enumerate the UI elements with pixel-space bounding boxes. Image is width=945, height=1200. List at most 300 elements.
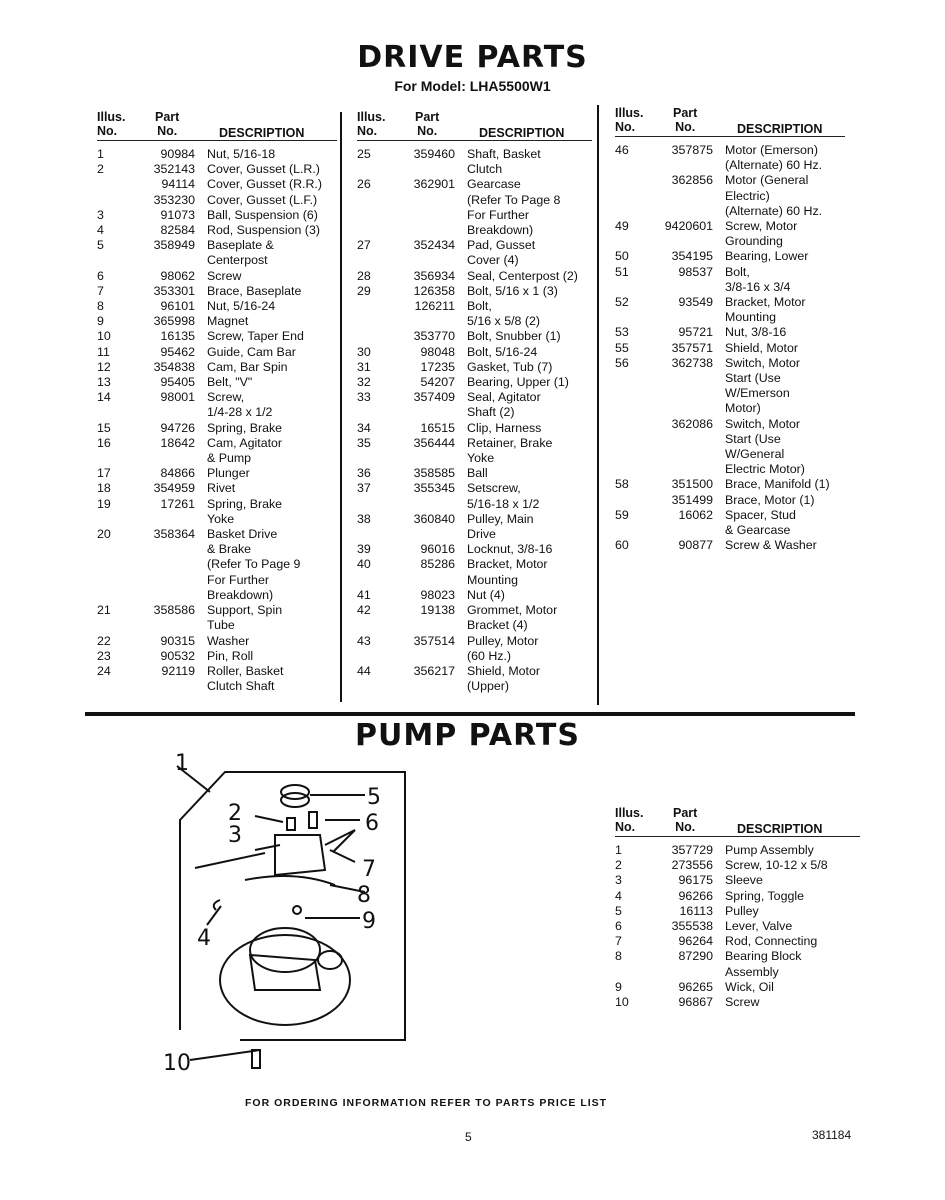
table-row [97, 421, 337, 436]
table-row [615, 295, 845, 325]
part-description: Bolt, Snubber (1) [467, 329, 561, 344]
part-description: Seal, Agitator Shaft (2) [467, 390, 541, 420]
illus-header-1: Illus. [97, 110, 126, 124]
table-row [615, 508, 845, 538]
pump-diagram [155, 750, 425, 1080]
part-number: 353770 [413, 329, 455, 344]
illus-number: 18 [97, 481, 111, 496]
part-description: Lever, Valve [725, 919, 793, 934]
illus-header-1: Illus. [615, 106, 644, 120]
illus-number: 19 [97, 496, 111, 511]
table-row [615, 919, 860, 934]
table-row [615, 995, 860, 1010]
part-description: Shield, Motor [725, 340, 799, 355]
illus-number: 6 [615, 919, 622, 934]
illus-number: 53 [615, 325, 629, 340]
illus-number: 26 [357, 177, 371, 192]
illus-number: 56 [615, 355, 629, 370]
part-description: Ball [467, 466, 488, 481]
illus-number: 31 [357, 359, 371, 374]
table-row [357, 557, 592, 587]
part-number: 94726 [160, 420, 195, 435]
illus-number: 5 [615, 903, 622, 918]
part-number: 357514 [413, 633, 455, 648]
part-description: Roller, Basket Clutch Shaft [207, 663, 284, 694]
part-description: Switch, Motor Start (Use W/General Electric Motor) [725, 416, 805, 477]
table-row [357, 603, 592, 633]
table-row [615, 980, 860, 995]
table-row [615, 341, 845, 356]
part-description: Seal, Centerpost (2) [467, 268, 578, 283]
table-row [357, 360, 592, 375]
illus-number: 7 [97, 283, 104, 298]
table-row [615, 356, 845, 417]
part-description: Pin, Roll [207, 648, 254, 663]
part-description: Brace, Baseplate [207, 283, 302, 298]
part-number: 353301 [153, 283, 195, 298]
part-number: 358364 [153, 527, 195, 542]
part-number: 362901 [413, 177, 455, 192]
table-row [615, 249, 845, 264]
table-row [615, 858, 860, 873]
page-number: 5 [465, 1130, 472, 1144]
part-number: 95721 [678, 325, 713, 340]
part-description: Rivet [207, 481, 236, 496]
part-description: Rod, Suspension (3) [207, 223, 320, 238]
table-row [615, 325, 845, 340]
part-description: Nut (4) [467, 587, 505, 602]
part-description: Retainer, Brake Yoke [467, 435, 553, 466]
illus-number: 39 [357, 542, 371, 557]
illus-header-2: No. [615, 820, 636, 834]
part-description: Spring, Toggle [725, 888, 804, 903]
part-number: 16135 [160, 329, 195, 344]
part-number: 356444 [413, 435, 455, 450]
part-number: 126211 [414, 299, 455, 314]
part-number: 91073 [160, 207, 195, 222]
table-row [97, 314, 337, 329]
part-number: 54207 [420, 375, 455, 390]
part-description: Screw, Taper End [207, 329, 304, 344]
part-description: Bolt, 3/8-16 x 3/4 [725, 264, 791, 294]
part-number: 17261 [160, 496, 195, 511]
part-description: Screw [725, 995, 760, 1010]
part-description: Shaft, Basket Clutch [467, 147, 541, 177]
illus-number [615, 417, 655, 478]
illus-number: 10 [615, 995, 629, 1010]
illus-number [615, 173, 655, 219]
part-number: 362856 [671, 173, 713, 188]
part-description: Brace, Manifold (1) [725, 477, 830, 492]
part-number: 96101 [160, 299, 195, 314]
illus-number: 36 [357, 466, 371, 481]
part-number: 357875 [671, 143, 713, 157]
part-description: Setscrew, 5/16-18 x 1/2 [467, 481, 540, 511]
part-number: 85286 [420, 557, 455, 572]
table-header [615, 806, 860, 837]
table-row [357, 588, 592, 603]
table-row [357, 375, 592, 390]
part-number: 96266 [678, 888, 713, 903]
illus-header-2: No. [97, 124, 118, 138]
part-number: 96867 [678, 995, 713, 1010]
part-description: Bolt, 5/16 x 5/8 (2) [467, 299, 541, 329]
illus-number: 33 [357, 390, 371, 405]
part-number: 98023 [420, 587, 455, 602]
part-header-2: No. [417, 124, 438, 138]
table-row [357, 329, 592, 344]
part-description: Cam, Bar Spin [207, 359, 288, 374]
part-description: Bolt, 5/16 x 1 (3) [467, 283, 558, 298]
illus-number: 8 [615, 949, 622, 964]
part-header [155, 110, 179, 138]
part-description: Shield, Motor (Upper) [467, 663, 541, 694]
diagram-label-8: 8 [357, 883, 371, 908]
illus-number: 51 [615, 264, 629, 279]
part-description: Bearing Block Assembly [725, 949, 802, 979]
illus-number: 6 [97, 268, 104, 283]
table-row [97, 223, 337, 238]
part-description: Belt, "V" [207, 375, 253, 390]
column-divider [340, 112, 342, 702]
ordering-note: FOR ORDERING INFORMATION REFER TO PARTS PRICE LIST [245, 1097, 608, 1109]
part-number: 355538 [671, 919, 713, 934]
diagram-label-3: 3 [228, 823, 242, 848]
table-row [615, 219, 845, 249]
table-row [97, 329, 337, 344]
table-row [357, 345, 592, 360]
table-row [615, 904, 860, 919]
part-description: Spacer, Stud & Gearcase [725, 507, 796, 538]
table-row [357, 466, 592, 481]
part-number: 87290 [678, 949, 713, 964]
illus-number [615, 493, 655, 508]
illus-number: 9 [97, 314, 104, 329]
diagram-label-5: 5 [367, 785, 381, 810]
table-row [615, 949, 860, 979]
part-number: 354195 [671, 249, 713, 264]
illus-number: 58 [615, 477, 629, 492]
part-description: Cam, Agitator & Pump [207, 435, 283, 466]
illus-number: 12 [97, 359, 111, 374]
table-row [97, 299, 337, 314]
table-row [97, 634, 337, 649]
part-number: 351500 [671, 477, 713, 492]
illus-header-1: Illus. [357, 110, 386, 124]
part-description: Support, Spin Tube [207, 603, 283, 633]
part-description: Bracket, Motor Mounting [467, 557, 548, 587]
part-description: Screw, 1/4-28 x 1/2 [207, 390, 273, 420]
illus-number [357, 329, 397, 344]
table-row [357, 481, 592, 511]
part-number: 273556 [671, 858, 713, 873]
part-description: Bearing, Upper (1) [467, 375, 569, 390]
illus-number: 60 [615, 538, 629, 553]
illus-number: 59 [615, 507, 629, 522]
table-row [97, 375, 337, 390]
part-description: Sleeve [725, 873, 763, 888]
diagram-label-1: 1 [175, 751, 189, 776]
part-number: 96175 [678, 873, 713, 888]
table-row [357, 542, 592, 557]
part-number: 16515 [420, 420, 455, 435]
table-row [357, 238, 592, 268]
part-description: Wick, Oil [725, 979, 774, 994]
diagram-label-7: 7 [362, 857, 376, 882]
part-header-1: Part [155, 110, 180, 124]
part-description: Cover, Gusset (L.R.) [207, 162, 320, 177]
table-row [97, 269, 337, 284]
section-divider [85, 712, 855, 716]
illus-number: 20 [97, 527, 111, 542]
part-header-1: Part [673, 806, 698, 820]
diagram-label-2: 2 [228, 801, 242, 826]
drive-parts-title: DRIVE PARTS [357, 40, 588, 75]
table-row [615, 843, 860, 858]
part-number: 352143 [153, 162, 195, 177]
part-number: 355345 [413, 481, 455, 496]
illus-header [615, 106, 643, 134]
illus-header-1: Illus. [615, 806, 644, 820]
part-description: Locknut, 3/8-16 [467, 542, 553, 557]
illus-number: 27 [357, 238, 371, 253]
illus-number: 3 [97, 207, 104, 222]
column-divider [597, 105, 599, 705]
part-number: 17235 [420, 359, 455, 374]
part-number: 96265 [678, 979, 713, 994]
illus-header-2: No. [357, 124, 378, 138]
part-number: 356217 [413, 663, 455, 678]
part-header-1: Part [415, 110, 440, 124]
table-header [615, 106, 845, 137]
table-row [615, 934, 860, 949]
table-row [357, 177, 592, 238]
part-description: Pulley, Motor (60 Hz.) [467, 633, 539, 663]
table-row [357, 390, 592, 420]
illus-number: 4 [97, 223, 104, 238]
illus-number: 23 [97, 648, 111, 663]
part-header-2: No. [675, 120, 696, 134]
part-number: 359460 [413, 147, 455, 161]
illus-number: 2 [615, 858, 622, 873]
illus-number [97, 177, 137, 192]
part-description: Pad, Gusset Cover (4) [467, 238, 536, 268]
part-number: 357409 [413, 390, 455, 405]
table-row [615, 417, 845, 478]
part-description: Rod, Connecting [725, 934, 818, 949]
part-header-2: No. [157, 124, 178, 138]
part-number: 19138 [420, 603, 455, 618]
table-row [97, 345, 337, 360]
part-description: Gearcase (Refer To Page 8 For Further Breakdown) [467, 177, 561, 238]
part-description: Cover, Gusset (L.F.) [207, 192, 318, 207]
diagram-label-6: 6 [365, 811, 379, 836]
diagram-label-10: 10 [163, 1051, 191, 1076]
part-description: Screw, Motor Grounding [725, 219, 798, 249]
document-number: 381184 [812, 1128, 852, 1142]
part-number: 82584 [160, 223, 195, 238]
part-number: 16062 [678, 507, 713, 522]
diagram-label-9: 9 [362, 909, 376, 934]
table-row [615, 143, 845, 173]
table-row [97, 603, 337, 633]
part-number: 362086 [671, 416, 713, 431]
table-row [97, 466, 337, 481]
part-description: Clip, Harness [467, 420, 542, 435]
table-row [357, 436, 592, 466]
table-row [615, 873, 860, 888]
illus-number: 2 [97, 162, 104, 177]
illus-number: 16 [97, 435, 111, 450]
part-description: Bolt, 5/16-24 [467, 344, 538, 359]
table-row [615, 173, 845, 219]
table-row [97, 162, 337, 177]
part-header [673, 106, 697, 134]
table-row [357, 269, 592, 284]
part-description: Grommet, Motor Bracket (4) [467, 603, 558, 633]
drive-parts-table-2 [357, 110, 592, 694]
illus-number: 17 [97, 466, 111, 481]
illus-number: 25 [357, 147, 371, 161]
illus-number: 14 [97, 390, 111, 405]
illus-number: 5 [97, 238, 104, 253]
table-header [357, 110, 592, 141]
part-number: 98048 [420, 344, 455, 359]
illus-header [97, 110, 125, 138]
part-number: 354838 [153, 359, 195, 374]
table-row [97, 284, 337, 299]
part-description: Screw & Washer [725, 538, 817, 553]
table-row [357, 664, 592, 694]
part-description: Magnet [207, 314, 249, 329]
part-number: 356934 [413, 268, 455, 283]
part-number: 94114 [161, 177, 195, 192]
part-description: Pump Assembly [725, 843, 814, 857]
part-header [415, 110, 439, 138]
table-row [97, 390, 337, 420]
description-header: DESCRIPTION [479, 126, 565, 140]
part-description: Washer [207, 633, 250, 648]
part-description: Switch, Motor Start (Use W/Emerson Motor) [725, 355, 801, 416]
part-number: 18642 [160, 435, 195, 450]
part-number: 95462 [160, 344, 195, 359]
part-number: 358949 [153, 238, 195, 253]
illus-number: 37 [357, 481, 371, 496]
pump-parts-title: PUMP PARTS [355, 718, 580, 753]
part-description: Spring, Brake Yoke [207, 496, 283, 526]
table-row [357, 421, 592, 436]
part-number: 92119 [161, 663, 195, 678]
part-number: 90315 [160, 633, 195, 648]
description-header: DESCRIPTION [737, 122, 823, 136]
description-header: DESCRIPTION [737, 822, 823, 836]
illus-number: 3 [615, 873, 622, 888]
part-description: Nut, 5/16-24 [207, 299, 276, 314]
illus-number: 38 [357, 511, 371, 526]
drive-parts-table-1 [97, 110, 337, 694]
part-description: Basket Drive & Brake (Refer To Page 9 For Further Breakdown) [207, 527, 301, 602]
table-row [97, 664, 337, 694]
table-row [357, 147, 592, 177]
illus-number: 55 [615, 340, 629, 355]
pump-parts-table [615, 806, 860, 1010]
table-row [97, 238, 337, 268]
illus-header [615, 806, 643, 834]
illus-number: 40 [357, 557, 371, 572]
part-number: 90532 [160, 648, 195, 663]
part-number: 98001 [160, 390, 195, 405]
part-description: Brace, Motor (1) [725, 492, 815, 507]
drive-parts-table-3 [615, 106, 845, 553]
part-number: 365998 [153, 314, 195, 329]
part-number: 357729 [671, 843, 713, 857]
table-row [615, 538, 845, 553]
table-row [615, 265, 845, 295]
illus-number: 49 [615, 219, 629, 234]
illus-number [97, 193, 137, 208]
part-number: 351499 [671, 492, 713, 507]
table-row [615, 477, 845, 492]
illus-number: 11 [97, 344, 110, 359]
part-number: 90984 [160, 147, 195, 161]
illus-number: 1 [615, 843, 622, 857]
illus-number: 42 [357, 603, 371, 618]
table-row [97, 360, 337, 375]
illus-number: 34 [357, 420, 371, 435]
part-description: Bearing, Lower [725, 249, 809, 264]
part-description: Spring, Brake [207, 420, 283, 435]
part-description: Screw [207, 268, 242, 283]
part-description: Cover, Gusset (R.R.) [207, 177, 322, 192]
part-description: Baseplate & Centerpost [207, 238, 274, 268]
table-row [357, 634, 592, 664]
part-description: Ball, Suspension (6) [207, 207, 318, 222]
table-row [97, 193, 337, 208]
illus-number: 1 [97, 147, 104, 161]
part-number: 126358 [413, 283, 455, 298]
part-description: Motor (General Electric) (Alternate) 60 Hz. [725, 173, 823, 218]
illus-number: 35 [357, 435, 371, 450]
part-number: 16113 [679, 903, 713, 918]
diagram-label-4: 4 [197, 926, 211, 951]
illus-number: 29 [357, 283, 371, 298]
part-description: Guide, Cam Bar [207, 344, 296, 359]
table-row [615, 889, 860, 904]
part-description: Nut, 5/16-18 [207, 147, 276, 161]
illus-number: 50 [615, 249, 629, 264]
part-description: Bracket, Motor Mounting [725, 295, 806, 325]
illus-number [357, 299, 397, 329]
illus-number: 30 [357, 344, 371, 359]
table-row [357, 512, 592, 542]
part-header-2: No. [675, 820, 696, 834]
table-row [97, 649, 337, 664]
part-number: 353230 [153, 192, 195, 207]
illus-number: 46 [615, 143, 629, 157]
illus-number: 10 [97, 329, 111, 344]
illus-number: 44 [357, 663, 371, 678]
table-row [97, 436, 337, 466]
illus-number: 41 [357, 587, 371, 602]
part-number: 96016 [420, 542, 455, 557]
part-description: Nut, 3/8-16 [725, 325, 787, 340]
illus-number: 7 [615, 934, 622, 949]
part-number: 84866 [160, 466, 195, 481]
part-number: 95405 [160, 375, 195, 390]
table-row [97, 481, 337, 496]
table-header [97, 110, 337, 141]
table-row [97, 527, 337, 603]
